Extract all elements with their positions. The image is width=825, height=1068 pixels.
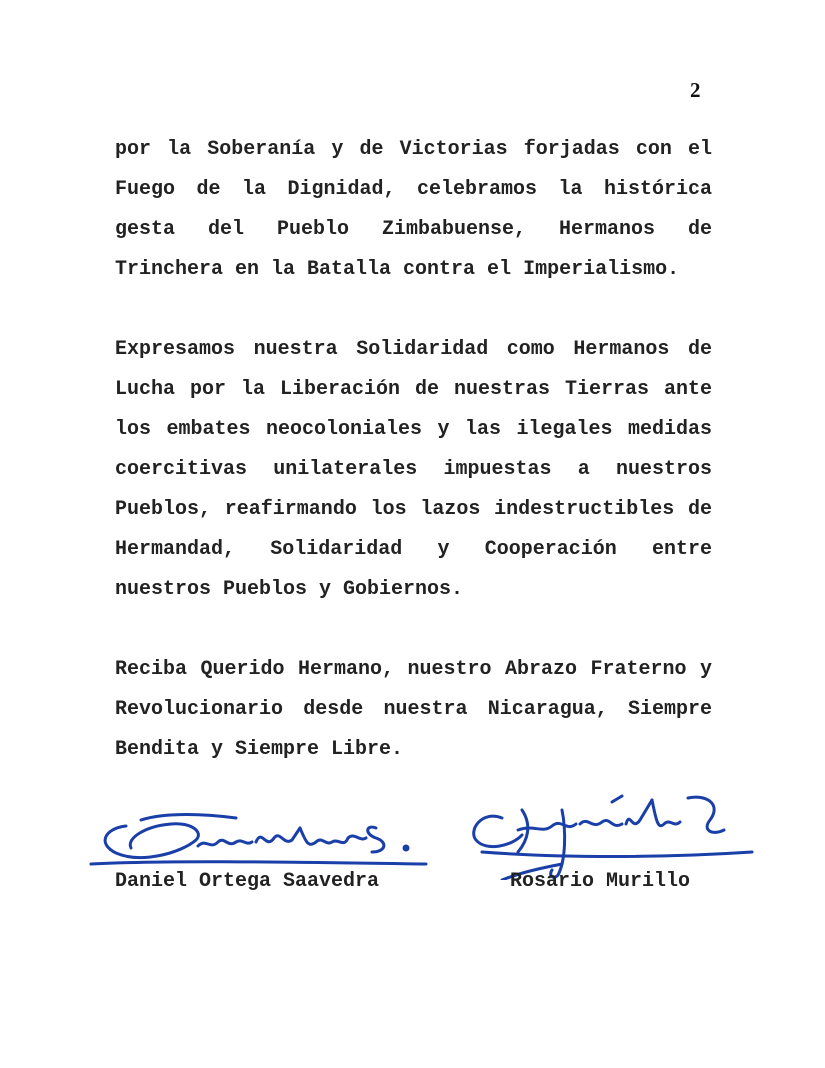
- ortega-signature: [86, 798, 446, 878]
- page-number: 2: [690, 78, 701, 102]
- signer-name-murillo: Rosario Murillo: [510, 870, 691, 893]
- paragraph-celebration: por la Soberanía y de Victorias forjadas con el Fuego de la Dignidad, celebramos la histórica gesta del Pueblo Zimbabuense, Hermanos de Trinchera en la Batalla contra el Imperialismo.: [115, 138, 712, 281]
- signer-name-ortega: Daniel Ortega Saavedra: [115, 870, 380, 893]
- paragraph-solidarity: Expresamos nuestra Solidaridad como Hermanos de Lucha por la Liberación de nuestras Tierras ante los embates neocoloniales y las ilegales medidas coercitivas unilaterales impuestas a nuestros Pueblos, reafirmando los lazos indestructibles de Hermandad, Solidaridad y Cooperación entre nuestros Pueblos y Gobiernos.: [115, 338, 712, 601]
- murillo-signature: [462, 780, 762, 880]
- paragraph-closing: Reciba Querido Hermano, nuestro Abrazo Fraterno y Revolucionario desde nuestra Nicaragua, Siempre Bendita y Siempre Libre.: [115, 658, 712, 761]
